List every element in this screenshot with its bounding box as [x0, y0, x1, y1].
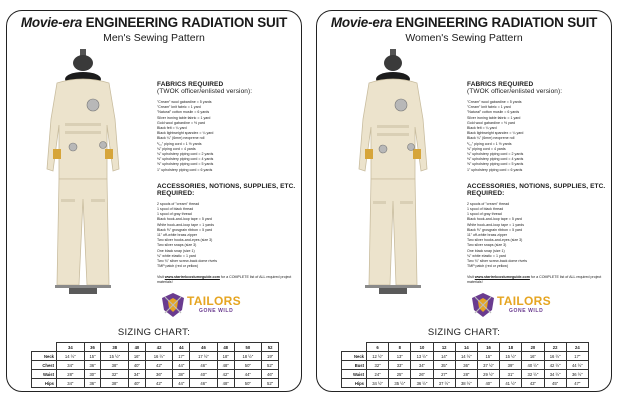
- table-cell: 38": [101, 379, 129, 388]
- list-item: ⅝" upholstery piping cord = 5 yards: [157, 162, 214, 167]
- table-cell: 45": [544, 379, 566, 388]
- table-row: [342, 379, 589, 388]
- table-cell: 14 ½": [455, 352, 477, 361]
- list-item: Black felt = ¼ yard: [157, 125, 187, 130]
- table-cell: 36": [145, 370, 173, 379]
- size-header: 34: [57, 343, 85, 352]
- row-label: Neck: [32, 352, 57, 361]
- list-item: 1 spool of black thread: [467, 206, 504, 211]
- table-cell: 28": [57, 370, 85, 379]
- size-header: 6: [367, 343, 389, 352]
- table-cell: 36 ½": [566, 370, 588, 379]
- table-cell: 28": [455, 370, 477, 379]
- table-cell: 43": [522, 379, 544, 388]
- table-cell: 16 ½": [544, 352, 566, 361]
- table-cell: 36": [84, 361, 101, 370]
- list-item: Black hook-and-loop tape = 5 yard: [467, 217, 522, 222]
- size-header: 12: [433, 343, 455, 352]
- womens-suit-photo: [329, 49, 457, 297]
- list-item: Silver ironing table fabric = 1 yard: [157, 115, 211, 120]
- size-header: 48: [217, 343, 234, 352]
- size-header: 20: [522, 343, 544, 352]
- sheet-subtitle: Women's Sewing Pattern: [405, 32, 523, 44]
- table-cell: 30": [84, 370, 101, 379]
- table-cell: 40": [129, 361, 146, 370]
- mens-pattern-sheet: [6, 10, 302, 392]
- table-cell: 32": [101, 370, 129, 379]
- table-cell: 19": [262, 352, 279, 361]
- table-row: [342, 352, 589, 361]
- table-cell: 46": [190, 379, 218, 388]
- size-header: 38: [101, 343, 129, 352]
- list-item: Black hook-and-loop tape = 5 yard: [157, 217, 212, 222]
- row-label: Neck: [342, 352, 367, 361]
- tailors-gone-wild-logo: [159, 291, 239, 319]
- size-header: 10: [411, 343, 433, 352]
- list-item: Black felt = ¼ yard: [467, 125, 497, 130]
- table-cell: 52": [262, 379, 279, 388]
- table-cell: 36": [84, 379, 101, 388]
- table-cell: 33": [389, 361, 411, 370]
- list-item: Two silver hooks-and-eyes (size 3): [467, 238, 523, 243]
- list-item: ¾" white elastic = 1 yard: [157, 253, 196, 258]
- sizing-chart-table: [341, 342, 589, 388]
- table-cell: 27": [433, 370, 455, 379]
- table-cell: 34": [129, 370, 146, 379]
- table-cell: 40 ½": [522, 361, 544, 370]
- accessories-heading: ACCESSORIES, NOTIONS, SUPPLIES, ETC. REQUIRED:: [157, 182, 296, 198]
- table-cell: 37 ½": [433, 379, 455, 388]
- table-cell: 41 ½": [500, 379, 522, 388]
- mens-suit-photo: [19, 49, 147, 297]
- list-item: "Cream" knit fabric = 1 yard: [467, 105, 511, 110]
- size-header: 52: [262, 343, 279, 352]
- table-cell: 31": [500, 370, 522, 379]
- table-cell: 34": [411, 361, 433, 370]
- list-item: 11" off-white brass zipper: [467, 232, 508, 237]
- fabrics-list: [157, 100, 297, 173]
- table-cell: 42 ½": [544, 361, 566, 370]
- logo-sub-text: GONE WILD: [509, 308, 544, 314]
- list-item: One black snap (size 1): [467, 248, 505, 253]
- sheet-title: Movie-era ENGINEERING RADIATION SUIT: [330, 15, 598, 30]
- table-cell: 17 ½": [190, 352, 218, 361]
- website-link[interactable]: www.startrekcostumeguide.com: [474, 275, 530, 280]
- table-header-row: [342, 343, 589, 352]
- table-cell: 46": [190, 361, 218, 370]
- list-item: "Cream" knit fabric = 1 yard: [157, 105, 201, 110]
- table-cell: 16": [522, 352, 544, 361]
- table-cell: 32 ½": [522, 370, 544, 379]
- list-item: Black ⅝" grosgrain ribbon = 5 yard: [157, 227, 213, 232]
- row-label: Hips: [32, 379, 57, 388]
- list-item: White hook-and-loop tape = 1 yards: [157, 222, 215, 227]
- list-item: Black lightweight spandex = ¼ yard: [157, 131, 214, 136]
- table-row: [32, 370, 279, 379]
- table-cell: 16": [129, 352, 146, 361]
- list-item: Two ¾" silver screw-back dome rivets: [467, 258, 527, 263]
- table-cell: 36 ½": [411, 379, 433, 388]
- materials-panel: [157, 81, 297, 285]
- list-item: Gold wool gabardine = ½ yard: [467, 120, 516, 125]
- list-item: 2 spools of "cream" thread: [157, 201, 200, 206]
- table-row: [32, 379, 279, 388]
- table-cell: 44 ½": [566, 361, 588, 370]
- list-item: "Natural" cotton muslin = 6 yards: [467, 110, 520, 115]
- website-link[interactable]: www.startrekcostumeguide.com: [164, 275, 220, 280]
- size-header: 36: [84, 343, 101, 352]
- list-item: "Cream" wool gabardine = 5 yards: [157, 99, 212, 104]
- table-cell: 42": [145, 361, 173, 370]
- table-cell: 34": [57, 379, 85, 388]
- table-cell: 48": [217, 361, 234, 370]
- fabrics-heading: FABRICS REQUIRED (TWOK officer/enlisted version):: [157, 81, 253, 96]
- table-cell: 17": [566, 352, 588, 361]
- list-item: ¾" piping cord = 4 yards: [467, 146, 506, 151]
- list-item: 2 spools of "cream" thread: [467, 201, 510, 206]
- list-item: ¾" white elastic = 1 yard: [467, 253, 506, 258]
- table-cell: 16 ½": [145, 352, 173, 361]
- size-header: 8: [389, 343, 411, 352]
- table-cell: 13": [389, 352, 411, 361]
- table-cell: 52": [262, 361, 279, 370]
- list-item: Black ¼" (6mm) neoprene roll: [467, 136, 515, 141]
- list-item: White hook-and-loop tape = 1 yards: [467, 222, 525, 227]
- size-header: 16: [477, 343, 499, 352]
- table-cell: 15 ½": [500, 352, 522, 361]
- logo-main-text: TAILORS: [187, 294, 241, 308]
- table-cell: 37 ½": [477, 361, 499, 370]
- table-cell: 34 ½": [544, 370, 566, 379]
- row-label: Bust: [342, 361, 367, 370]
- list-item: "Natural" cotton muslin = 6 yards: [157, 110, 210, 115]
- size-header: 46: [190, 343, 218, 352]
- list-item: Black ¼" (6mm) neoprene roll: [157, 136, 205, 141]
- list-item: ¾" piping cord = 4 yards: [157, 146, 196, 151]
- row-label: Hips: [342, 379, 367, 388]
- table-row: [342, 361, 589, 370]
- table-cell: 38": [101, 361, 129, 370]
- list-item: ⅜" upholstery piping cord = 4 yards: [157, 157, 214, 162]
- list-item: Two ¾" silver screw-back dome rivets: [157, 258, 217, 263]
- visit-note: Visit www.startrekcostumeguide.com for a COMPLETE list of ALL required project materials!: [467, 275, 602, 285]
- sheet-title: Movie-era ENGINEERING RADIATION SUIT: [20, 15, 288, 30]
- table-row: [32, 361, 279, 370]
- list-item: 11" off-white brass zipper: [157, 232, 198, 237]
- table-cell: 50": [234, 379, 262, 388]
- table-cell: 15 ½": [101, 352, 129, 361]
- table-cell: 17": [173, 352, 190, 361]
- sheet-subtitle: Men's Sewing Pattern: [103, 32, 205, 44]
- size-header: 22: [544, 343, 566, 352]
- table-cell: 15": [84, 352, 101, 361]
- table-cell: 29 ½": [477, 370, 499, 379]
- table-cell: 40": [129, 379, 146, 388]
- table-cell: 42": [145, 379, 173, 388]
- table-cell: 36": [455, 361, 477, 370]
- list-item: "Cream" wool gabardine = 5 yards: [467, 99, 522, 104]
- list-item: TMP patch (red or yellow): [467, 264, 509, 269]
- list-item: 1 spool of gray thread: [157, 212, 192, 217]
- sizing-chart-table: [31, 342, 279, 388]
- list-item: Two silver snaps (size 3): [157, 243, 197, 248]
- table-cell: 40": [190, 370, 218, 379]
- list-item: ¾" upholstery piping cord = 2 yards: [467, 151, 524, 156]
- size-header: 14: [455, 343, 477, 352]
- table-cell: 14 ½": [57, 352, 85, 361]
- materials-panel: [467, 81, 607, 285]
- table-cell: 26": [411, 370, 433, 379]
- table-cell: 44": [173, 379, 190, 388]
- logo-main-text: TAILORS: [497, 294, 551, 308]
- accessories-list: [157, 202, 297, 270]
- table-cell: 38": [173, 370, 190, 379]
- table-cell: 44": [173, 361, 190, 370]
- table-row: [342, 370, 589, 379]
- row-label: Waist: [32, 370, 57, 379]
- list-item: One black snap (size 1): [157, 248, 195, 253]
- list-item: Silver ironing table fabric = 1 yard: [467, 115, 521, 120]
- list-item: 1" upholstery piping cord = 6 yards: [157, 167, 213, 172]
- table-cell: 42": [217, 370, 234, 379]
- table-cell: 39": [500, 361, 522, 370]
- list-item: ¾" upholstery piping cord = 2 yards: [157, 151, 214, 156]
- table-cell: 46": [262, 370, 279, 379]
- list-item: Two silver hooks-and-eyes (size 3): [157, 238, 213, 243]
- sizing-chart-title: SIZING CHART:: [427, 327, 501, 338]
- size-header: 18: [500, 343, 522, 352]
- table-cell: 24": [367, 370, 389, 379]
- table-cell: 35": [433, 361, 455, 370]
- list-item: 1" upholstery piping cord = 6 yards: [467, 167, 523, 172]
- table-cell: 35 ½": [389, 379, 411, 388]
- size-header: 42: [145, 343, 173, 352]
- list-item: TMP patch (red or yellow): [157, 264, 199, 269]
- logo-sub-text: GONE WILD: [199, 308, 234, 314]
- tailors-gone-wild-logo: [469, 291, 549, 319]
- table-cell: 18": [217, 352, 234, 361]
- table-cell: 44": [234, 370, 262, 379]
- table-row: [32, 352, 279, 361]
- list-item: Gold wool gabardine = ½ yard: [157, 120, 206, 125]
- size-header: 50: [234, 343, 262, 352]
- table-cell: 15": [477, 352, 499, 361]
- table-cell: 18 ½": [234, 352, 262, 361]
- list-item: ¹/₁₆" piping cord = 1 ½ yards: [157, 141, 202, 146]
- list-item: Black ⅝" grosgrain ribbon = 5 yard: [467, 227, 523, 232]
- list-item: ⅜" upholstery piping cord = 4 yards: [467, 157, 524, 162]
- row-label: Waist: [342, 370, 367, 379]
- list-item: 1 spool of gray thread: [467, 212, 502, 217]
- table-cell: 12 ½": [367, 352, 389, 361]
- list-item: Black lightweight spandex = ¼ yard: [467, 131, 524, 136]
- table-cell: 40": [477, 379, 499, 388]
- list-item: 1 spool of black thread: [157, 206, 194, 211]
- row-label: Chest: [32, 361, 57, 370]
- table-cell: 34 ½": [367, 379, 389, 388]
- fabrics-list: [467, 100, 607, 173]
- size-header: 44: [173, 343, 190, 352]
- accessories-list: [467, 202, 607, 270]
- dragon-shield-icon: [469, 291, 497, 319]
- fabrics-heading: FABRICS REQUIRED (TWOK officer/enlisted version):: [467, 81, 563, 96]
- womens-pattern-sheet: [316, 10, 612, 392]
- sizing-chart-title: SIZING CHART:: [117, 327, 191, 338]
- table-cell: 13 ½": [411, 352, 433, 361]
- size-header: 24: [566, 343, 588, 352]
- table-cell: 50": [234, 361, 262, 370]
- list-item: Two silver snaps (size 3): [467, 243, 507, 248]
- accessories-heading: ACCESSORIES, NOTIONS, SUPPLIES, ETC. REQUIRED:: [467, 182, 606, 198]
- list-item: ¹/₁₆" piping cord = 1 ½ yards: [467, 141, 512, 146]
- table-cell: 34": [57, 361, 85, 370]
- dragon-shield-icon: [159, 291, 187, 319]
- table-cell: 47": [566, 379, 588, 388]
- table-cell: 38 ½": [455, 379, 477, 388]
- table-cell: 14": [433, 352, 455, 361]
- table-cell: 32": [367, 361, 389, 370]
- table-cell: 48": [217, 379, 234, 388]
- list-item: ⅝" upholstery piping cord = 5 yards: [467, 162, 524, 167]
- visit-note: Visit www.startrekcostumeguide.com for a COMPLETE list of ALL required project materials!: [157, 275, 292, 285]
- table-cell: 25": [389, 370, 411, 379]
- table-header-row: [32, 343, 279, 352]
- size-header: 40: [129, 343, 146, 352]
